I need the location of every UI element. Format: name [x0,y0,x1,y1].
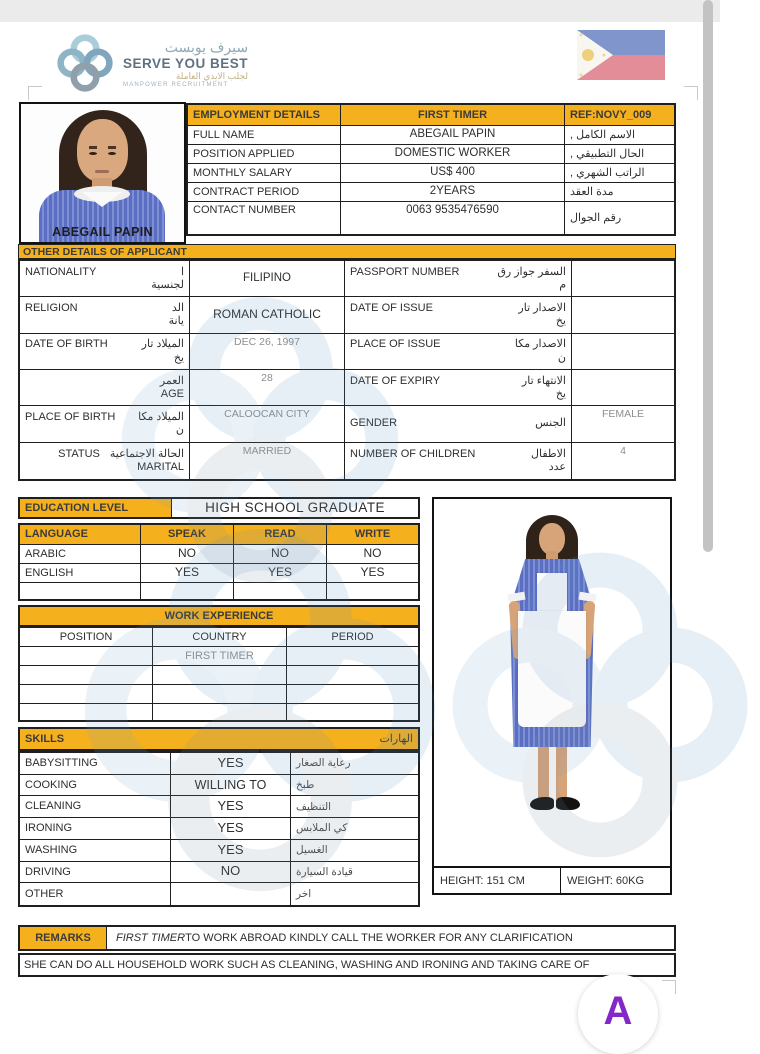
experience-cell [153,685,287,704]
detail-value-cell-empty [572,370,674,406]
skill-label: OTHER [20,883,171,905]
education-value: HIGH SCHOOL GRADUATE [205,500,385,516]
portrait-face [77,119,128,182]
employment-row-label: CONTACT NUMBER [188,202,341,234]
skill-arabic: التنظيف [291,796,418,818]
detail-label-arabic-wrap: يخ [173,351,184,364]
detail-label: AGE [160,388,184,401]
skill-arabic: الغسيل [291,840,418,862]
detail-label-arabic: الانتهاء تار [521,374,566,387]
height-value: HEIGHT: 151 CM [434,868,561,893]
detail-label-arabic-wrap: ن [557,351,566,364]
employment-row-value: ABEGAIL PAPIN [341,126,565,145]
education-level-row [18,497,420,519]
experience-cell [287,685,418,704]
employment-row-arabic: رقم الجوال [570,211,622,224]
employment-details-table [186,103,676,236]
detail-label-arabic-wrap: عدد [548,461,566,474]
figure-shoe [530,797,554,810]
remarks-label: REMARKS [20,927,107,949]
detail-label-arabic: الاصدار تار [518,301,566,314]
experience-header: COUNTRY [153,628,287,647]
language-table [18,523,420,601]
work-experience-title: WORK EXPERIENCE [20,607,418,625]
detail-label-arabic: الجنس [535,417,566,430]
detail-label-cell [345,261,572,297]
experience-note: FIRST TIMER [153,647,287,666]
portrait-collar-v [82,192,122,207]
figure-leg [538,747,549,799]
detail-label-cell [345,406,572,442]
remarks-text [107,927,674,949]
detail-label-arabic: السفر جواز رق [497,265,566,278]
portrait-eye [108,152,116,155]
detail-value-cell: FILIPINO [190,261,345,297]
detail-label-arabic: الميلاد تار [141,338,184,351]
detail-label-arabic-wrap: يخ [555,388,566,401]
detail-value-cell: FEMALE [572,406,674,442]
skills-table [18,751,420,907]
portrait-mouth [95,170,109,173]
experience-cell [153,704,287,720]
detail-label-cell [345,370,572,406]
detail-label-arabic-wrap: ن [175,424,184,437]
detail-label-arabic: ا [180,265,184,278]
philippines-flag-icon [577,30,665,80]
work-experience-title-bar [18,605,420,627]
detail-label-cell [345,443,572,479]
work-experience-table [18,626,420,722]
skill-label: IRONING [20,818,171,840]
employment-ref: REF:NOVY_009 [565,105,674,126]
skill-value: YES [171,753,291,775]
detail-label-arabic: الاطفال [531,447,566,460]
remarks-text-italic: FIRST TIMER [116,931,186,944]
skill-value: WILLING TO [171,775,291,797]
detail-label: STATUS [58,447,100,460]
experience-cell [20,704,153,720]
detail-label-cell [20,261,190,297]
logo-name: SERVE YOU BEST [123,55,249,71]
skill-arabic: كي الملابس [291,818,418,840]
skill-value: YES [171,818,291,840]
detail-label-arabic-wrap: يانة [168,315,184,328]
applicant-fullbody-photo [432,497,672,895]
education-label: EDUCATION LEVEL [20,499,172,517]
skill-value: YES [171,796,291,818]
detail-value-cell-empty [572,334,674,370]
employment-row-arabic: الحال التطبيقي , [565,145,674,164]
experience-cell [287,666,418,685]
remarks-row-2 [18,953,676,977]
remarks-text-rest: TO WORK ABROAD KINDLY CALL THE WORKER FOR ANY CLARIFICATION [185,931,573,944]
employment-row-label: POSITION APPLIED [188,145,341,164]
detail-value-cell: MARRIED [190,443,345,479]
detail-label: DATE OF ISSUE [350,301,433,314]
skill-arabic: اخر [296,888,312,901]
employment-title: EMPLOYMENT DETAILS [188,105,341,126]
experience-cell [287,647,418,666]
detail-value-cell: CALOOCAN CITY [190,406,345,442]
detail-label-cell [20,443,190,479]
employment-row-value: 2YEARS [341,183,565,202]
experience-cell [153,666,287,685]
other-details-table [18,259,676,481]
experience-header: PERIOD [287,628,418,647]
detail-label-cell [345,334,572,370]
assistant-floating-button[interactable] [578,974,658,1054]
language-read: NO [234,545,327,564]
language-name: ENGLISH [20,564,141,583]
detail-value-cell: 4 [620,444,626,457]
detail-label: PLACE OF BIRTH [25,410,116,423]
language-empty-cell [20,583,141,599]
logo-arabic-tagline: لجلب الايدي العاملة [175,70,249,81]
weight-value: WEIGHT: 60KG [567,874,645,887]
figure-leg [556,747,567,799]
employment-row-value: US$ 400 [341,164,565,183]
assistant-icon: A [603,989,633,1033]
logo-tagline: MANPOWER RECRUITMENT [123,81,229,88]
logo-arabic-name: سيرف يوبست [164,38,249,55]
skill-label: COOKING [20,775,171,797]
detail-value-cell-empty [572,261,674,297]
detail-label-arabic-wrap: لجنسية [151,279,184,292]
employment-timer-badge: FIRST TIMER [341,105,565,126]
detail-label: RELIGION [25,301,78,314]
language-speak: YES [141,564,234,583]
detail-label-cell [20,406,190,442]
skill-label: WASHING [20,840,171,862]
language-empty-cell [141,583,234,599]
crop-mark [28,86,42,100]
detail-label-cell [20,297,190,333]
detail-label-arabic: العمر [159,374,184,387]
skill-label: DRIVING [20,862,171,884]
agency-logo [55,33,248,93]
language-write: NO [327,545,418,564]
detail-label: GENDER [350,417,398,430]
skills-title: SKILLS [20,729,374,749]
height-weight-row [434,866,670,893]
detail-label: NATIONALITY [25,265,97,278]
employment-row-label: FULL NAME [188,126,341,145]
applicant-headshot-photo [19,102,186,244]
skill-arabic: طبخ [291,775,418,797]
language-empty-cell [234,583,327,599]
skill-arabic: رعاية الصغار [291,753,418,775]
language-header: LANGUAGE [20,525,141,545]
photo-caption: ABEGAIL PAPIN [52,225,153,239]
experience-cell [287,704,418,720]
experience-cell [20,647,153,666]
skill-label: CLEANING [20,796,171,818]
skill-value [171,883,291,905]
language-name: ARABIC [20,545,141,564]
language-header: SPEAK [141,525,234,545]
employment-row-label: CONTRACT PERIOD [188,183,341,202]
language-header: WRITE [327,525,418,545]
detail-value-cell: 28 [190,370,345,406]
other-details-section-bar: OTHER DETAILS OF APPLICANT [18,244,676,259]
detail-value-cell: ROMAN CATHOLIC [190,297,345,333]
portrait-brow [108,146,116,149]
scrollbar-thumb[interactable] [703,0,713,552]
detail-label-arabic-wrap: يخ [555,315,566,328]
crop-mark [662,980,676,994]
portrait-brow [89,146,97,149]
language-speak: NO [141,545,234,564]
detail-label-wrap: MARITAL [137,461,184,474]
employment-row-label: MONTHLY SALARY [188,164,341,183]
detail-label-arabic: الميلاد مكا [138,410,184,423]
skill-label: BABYSITTING [20,753,171,775]
detail-label-cell [345,297,572,333]
detail-label-cell [20,370,190,406]
language-write: YES [327,564,418,583]
detail-label-arabic: الد [171,301,184,314]
language-empty-cell [327,583,418,599]
employment-row-arabic: الاسم الكامل , [565,126,674,145]
skill-arabic: قيادة السيارة [291,862,418,884]
detail-value-cell-empty [572,297,674,333]
figure-apron-bib [537,573,567,615]
figure-shoe [556,797,580,810]
detail-label: DATE OF BIRTH [25,338,108,351]
detail-label: PASSPORT NUMBER [350,265,460,278]
detail-label: DATE OF EXPIRY [350,374,441,387]
remarks-row [18,925,676,951]
experience-cell [20,666,153,685]
skill-value: YES [171,840,291,862]
top-gray-band [0,0,720,22]
language-header: READ [234,525,327,545]
crop-mark [684,86,698,100]
detail-value-cell: DEC 26, 1997 [190,334,345,370]
employment-row-value: 0063 9535476590 [341,202,565,234]
detail-label: NUMBER OF CHILDREN [350,447,476,460]
portrait-eye [89,152,97,155]
detail-label-arabic: الحالة الاجتماعية [109,447,184,460]
skills-title-bar [18,727,420,751]
employment-row-arabic: الراتب الشهري , [565,164,674,183]
employment-row-value: DOMESTIC WORKER [341,145,565,164]
experience-cell [20,685,153,704]
language-read: YES [234,564,327,583]
detail-label-cell [20,334,190,370]
skill-value: NO [171,862,291,884]
detail-label-arabic-wrap: م [559,279,566,292]
remarks-text-2: SHE CAN DO ALL HOUSEHOLD WORK SUCH AS CLEANING, WASHING AND IRONING AND TAKING CARE OF [24,958,590,971]
detail-label: PLACE OF ISSUE [350,338,441,351]
employment-row-arabic: مدة العقد [565,183,674,202]
detail-label-arabic: الاصدار مكا [514,338,566,351]
experience-header: POSITION [20,628,153,647]
logo-rings-icon [55,33,115,93]
skills-title-arabic: الهارات [374,729,418,749]
figure-apron-skirt [518,611,586,727]
